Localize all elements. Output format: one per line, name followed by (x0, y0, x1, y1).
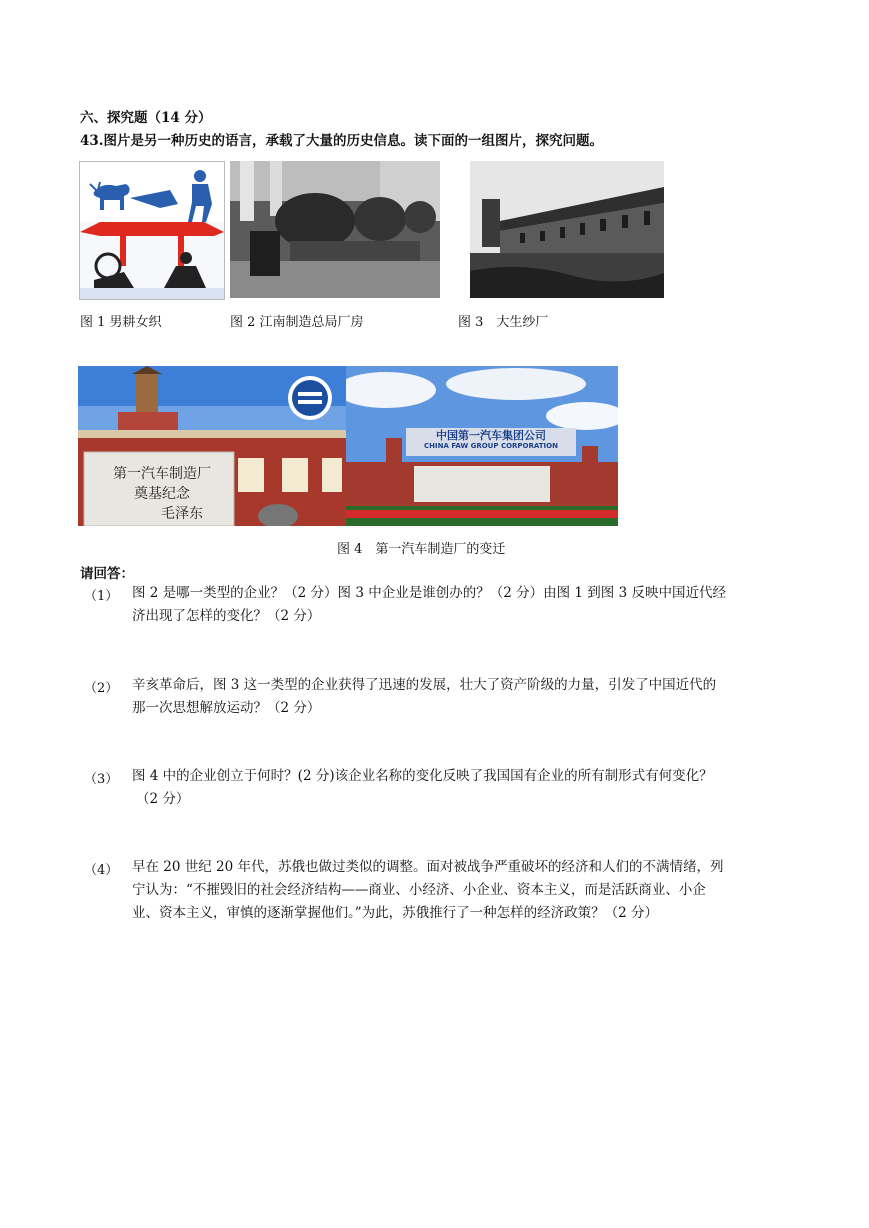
subquestion-4-number: （4） (84, 863, 119, 878)
subquestion-2-number: （2） (84, 681, 119, 696)
figure-4-right-image (346, 366, 618, 526)
plowing-weaving-papercut (80, 162, 224, 299)
subquestion-3-number: （3） (84, 772, 119, 787)
factory-machinery-photo (230, 161, 440, 298)
figure-2-caption: 图 2 江南制造总局厂房 (230, 315, 364, 330)
company-sign-cn: 中国第一汽车集团公司 (436, 429, 546, 442)
subquestion-1-text: 图 2 是哪一类型的企业？（2 分）图 3 中企业是谁创办的？（2 分）由图 1 到图 3 反映中国近代经 济出现了怎样的变化？（2 分） (132, 585, 726, 624)
figure-1-image (79, 161, 225, 300)
inscription-line-1: 第一汽车制造厂 (113, 466, 211, 482)
answer-heading: 请回答： (80, 566, 134, 582)
figure-4-caption: 图 4 第一汽车制造厂的变迁 (337, 542, 506, 557)
inscription-signature: 毛泽东 (161, 506, 203, 522)
figure-2-image (230, 161, 440, 298)
company-sign-en: CHINA FAW GROUP CORPORATION (424, 442, 558, 450)
inscription-line-2: 奠基纪念 (134, 486, 190, 502)
figure-1-caption: 图 1 男耕女织 (80, 315, 162, 330)
question-prompt: 43.图片是另一种历史的语言，承载了大量的历史信息。读下面的一组图片，探究问题。 (80, 133, 603, 149)
subquestion-1-number: （1） (84, 589, 119, 604)
figure-4-left-image (78, 366, 346, 526)
figure-3-caption: 图 3 大生纱厂 (458, 315, 549, 330)
subquestion-2-text: 辛亥革命后，图 3 这一类型的企业获得了迅速的发展，壮大了资产阶级的力量，引发了中国近代的 那一次思想解放运动？（2 分） (132, 677, 717, 716)
textile-mill-photo (470, 161, 664, 298)
figure-3-image (470, 161, 664, 298)
subquestion-3-text: 图 4 中的企业创立于何时？(2 分)该企业名称的变化反映了我国国有企业的所有制形式有何变化？ （2 分） (132, 768, 713, 807)
subquestion-4-text: 早在 20 世纪 20 年代，苏俄也做过类似的调整。面对被战争严重破坏的经济和人们的不满情绪，列 宁认为：“不摧毁旧的社会经济结构——商业、小经济、小企业、资本主义，而是活跃商业、小企 业、资本主义，审慎的逐渐掌握他们。”为此，苏俄推行了一种怎样的经济政策？（2 分） (132, 859, 724, 921)
section-title: 六、探究题（14 分） (80, 110, 212, 126)
